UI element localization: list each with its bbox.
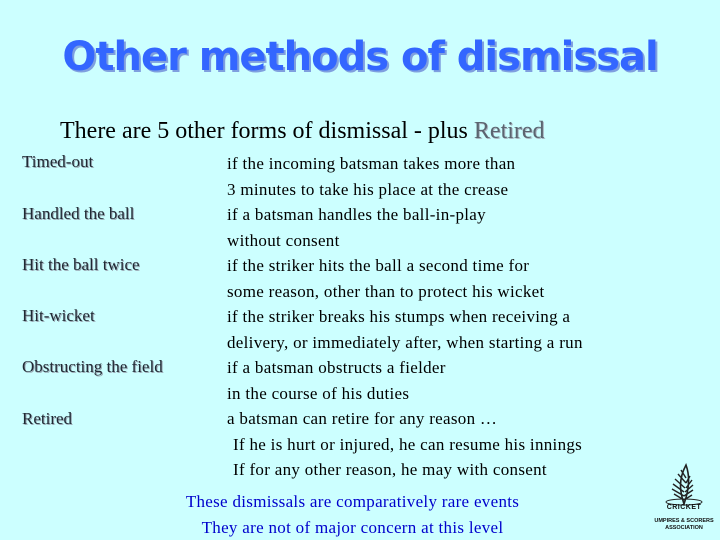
intro-accent-retired: Retired — [473, 118, 545, 144]
definition-line: without consent — [227, 230, 340, 250]
umpires-scorers-logo — [650, 462, 718, 538]
footer-line: They are not of major concern at this level — [201, 517, 504, 537]
definition-line: if a batsman obstructs a fielder — [227, 358, 446, 377]
definition-line: delivery, or immediately after, when starting a run — [227, 332, 583, 352]
slide-title: Other methods of dismissal — [62, 34, 658, 80]
definition-line: a batsman can retire for any reason … — [227, 409, 498, 428]
footer-line: These dismissals are comparatively rare events — [185, 492, 520, 511]
definition-hit-the-ball-twice — [227, 253, 545, 304]
definition-line: if the striker breaks his stumps when receiving a — [227, 307, 571, 326]
definition-line: some reason, other than to protect his wicket — [227, 281, 545, 301]
definition-line: If he is hurt or injured, he can resume his innings — [233, 434, 583, 454]
footer-notes — [100, 489, 605, 540]
logo-line: ASSOCIATION — [665, 525, 703, 531]
term-hit-the-ball-twice: Hit the ball twice — [22, 255, 140, 274]
silver-fern-icon — [660, 462, 708, 506]
definition-line: if the incoming batsman takes more than — [227, 154, 516, 173]
definition-line: If for any other reason, he may with consent — [233, 460, 547, 480]
term-handled-the-ball: Handled the ball — [22, 204, 135, 223]
definition-line: if the striker hits the ball a second time for — [227, 256, 530, 275]
term-hit-wicket: Hit-wicket — [22, 306, 95, 325]
intro-lead: There are 5 other forms of dismissal - plus — [60, 118, 474, 144]
definition-hit-wicket — [227, 304, 583, 355]
definition-line: in the course of his duties — [227, 383, 410, 403]
term-obstructing-the-field: Obstructing the field — [22, 357, 163, 376]
definition-retired — [227, 406, 582, 483]
definition-line: if a batsman handles the ball-in-play — [227, 205, 486, 224]
definition-handled-the-ball — [227, 202, 486, 253]
logo-line: UMPIRES & SCORERS — [654, 518, 714, 524]
term-retired: Retired — [22, 409, 73, 428]
intro-text — [60, 118, 545, 145]
definition-timed-out — [227, 151, 515, 202]
definition-obstructing-the-field — [227, 355, 446, 406]
logo-word: CRICKET — [666, 504, 702, 511]
definition-line: 3 minutes to take his place at the crease — [227, 179, 509, 199]
term-timed-out: Timed-out — [22, 152, 94, 171]
